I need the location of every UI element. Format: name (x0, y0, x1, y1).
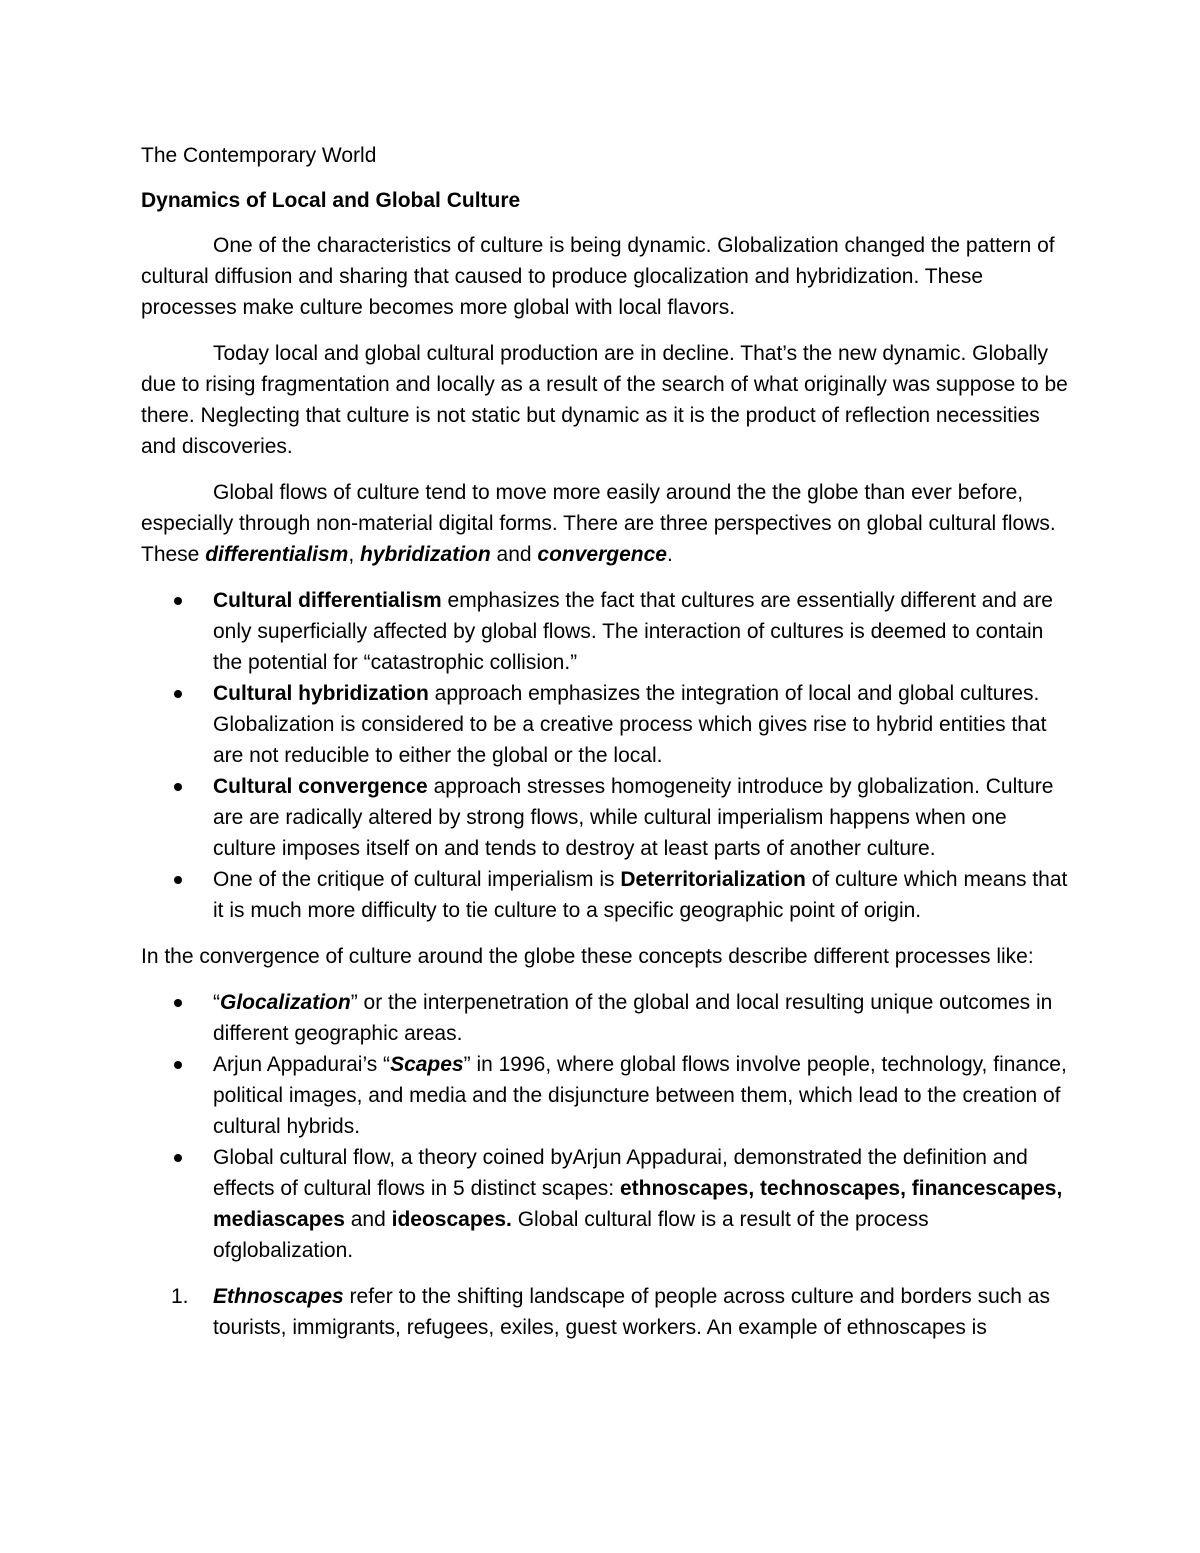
term-convergence: convergence (537, 543, 667, 566)
list-item (141, 585, 1071, 678)
list-item-prefix: One of the critique of cultural imperialism is (213, 868, 621, 891)
list-item-mid: and (344, 1208, 392, 1231)
list-item-term: Cultural hybridization (213, 682, 429, 705)
paragraph-1: One of the characteristics of culture is being dynamic. Globalization changed the pattern of cultural diffusion and sharing that caused to produce glocalization and hybridization. These processes make culture becomes more global with local flavors. (141, 234, 1055, 319)
perspectives-list (141, 585, 1071, 926)
list-item-text: Global cultural flow is a result of the process ofglobalization. (213, 1208, 929, 1262)
list-item-term: Deterritorialization (620, 868, 806, 891)
list-item-term: Cultural differentialism (213, 589, 442, 612)
paragraph-3-text-c: and (490, 543, 538, 566)
list-item-prefix: Arjun Appadurai’s “ (213, 1053, 391, 1076)
list-item (141, 1049, 1071, 1142)
list-item-text: emphasizes the fact that cultures are essentially different and are only superficially affected by global flows. The interaction of cultures is deemed to contain the potential for “catastrophic collision.” (213, 589, 1053, 674)
paragraph-3 (141, 477, 1071, 570)
paragraph-4: In the convergence of culture around the globe these concepts describe different processes like: (141, 945, 1034, 968)
list-item-term: Glocalization (220, 991, 351, 1014)
list-item (141, 987, 1071, 1049)
list-item-text: approach emphasizes the integration of local and global cultures. Globalization is considered to be a creative process which gives rise to hybrid entities that are not reducible to either the global or the local. (213, 682, 1047, 767)
open-quote: “ (213, 991, 220, 1014)
concepts-list (141, 987, 1071, 1266)
term-hybridization: hybridization (360, 543, 491, 566)
list-item-text: ” in 1996, where global flows involve people, technology, finance, political images, and media and the disjuncture between them, which lead to the creation of cultural hybrids. (213, 1053, 1067, 1138)
list-item-bold-scapes: ethnoscapes, technoscapes, financescapes, mediascapes (213, 1177, 1063, 1231)
document-page (141, 140, 1071, 1358)
numbered-list (141, 1281, 1071, 1343)
list-item-text: or the interpenetration of the global and local resulting unique outcomes in different geographic areas. (213, 991, 1053, 1045)
close-quote: ” (350, 991, 358, 1014)
list-item (141, 864, 1071, 926)
list-item (141, 678, 1071, 771)
item-number: 1. (171, 1285, 189, 1308)
term-differentialism: differentialism (205, 543, 349, 566)
list-item-text: approach stresses homogeneity introduce by globalization. Culture are are radically altered by strong flows, while cultural imperialism happens when one culture imposes itself on and tends to destroy at least parts of another culture. (213, 775, 1054, 860)
list-item-term: Cultural convergence (213, 775, 428, 798)
paragraph-3-text-b: , (348, 543, 361, 566)
paragraph-2: Today local and global cultural production are in decline. That’s the new dynamic. Globally due to rising fragmentation and locally as a result of the search of what originally was suppose to be there. Neglecting that culture is not static but dynamic as it is the product of reflection necessities and discoveries. (141, 342, 1068, 458)
numbered-item (141, 1281, 1071, 1343)
paragraph-3-text-a: Global flows of culture tend to move more easily around the the globe than ever before, especially through non-material digital forms. There are three perspectives on global cultural flows. These (141, 481, 1056, 566)
list-item-text: of culture which means that it is much more difficulty to tie culture to a specific geographic point of origin. (213, 868, 1068, 922)
list-item (141, 1142, 1071, 1266)
numbered-item-term: Ethnoscapes (213, 1285, 344, 1308)
list-item-term: Scapes (390, 1053, 464, 1076)
document-title: The Contemporary World (141, 144, 377, 167)
list-item-bold-ideoscapes: ideoscapes. (391, 1208, 512, 1231)
list-item-prefix: Global cultural flow, a theory coined byArjun Appadurai, demonstrated the definition and effects of cultural flows in 5 distinct scapes: (213, 1146, 1028, 1200)
paragraph-3-text-d: . (666, 543, 673, 566)
list-item (141, 771, 1071, 864)
numbered-item-text: refer to the shifting landscape of people across culture and borders such as tourists, immigrants, refugees, exiles, guest workers. An example of ethnoscapes is (213, 1285, 1050, 1339)
section-heading: Dynamics of Local and Global Culture (141, 189, 521, 212)
